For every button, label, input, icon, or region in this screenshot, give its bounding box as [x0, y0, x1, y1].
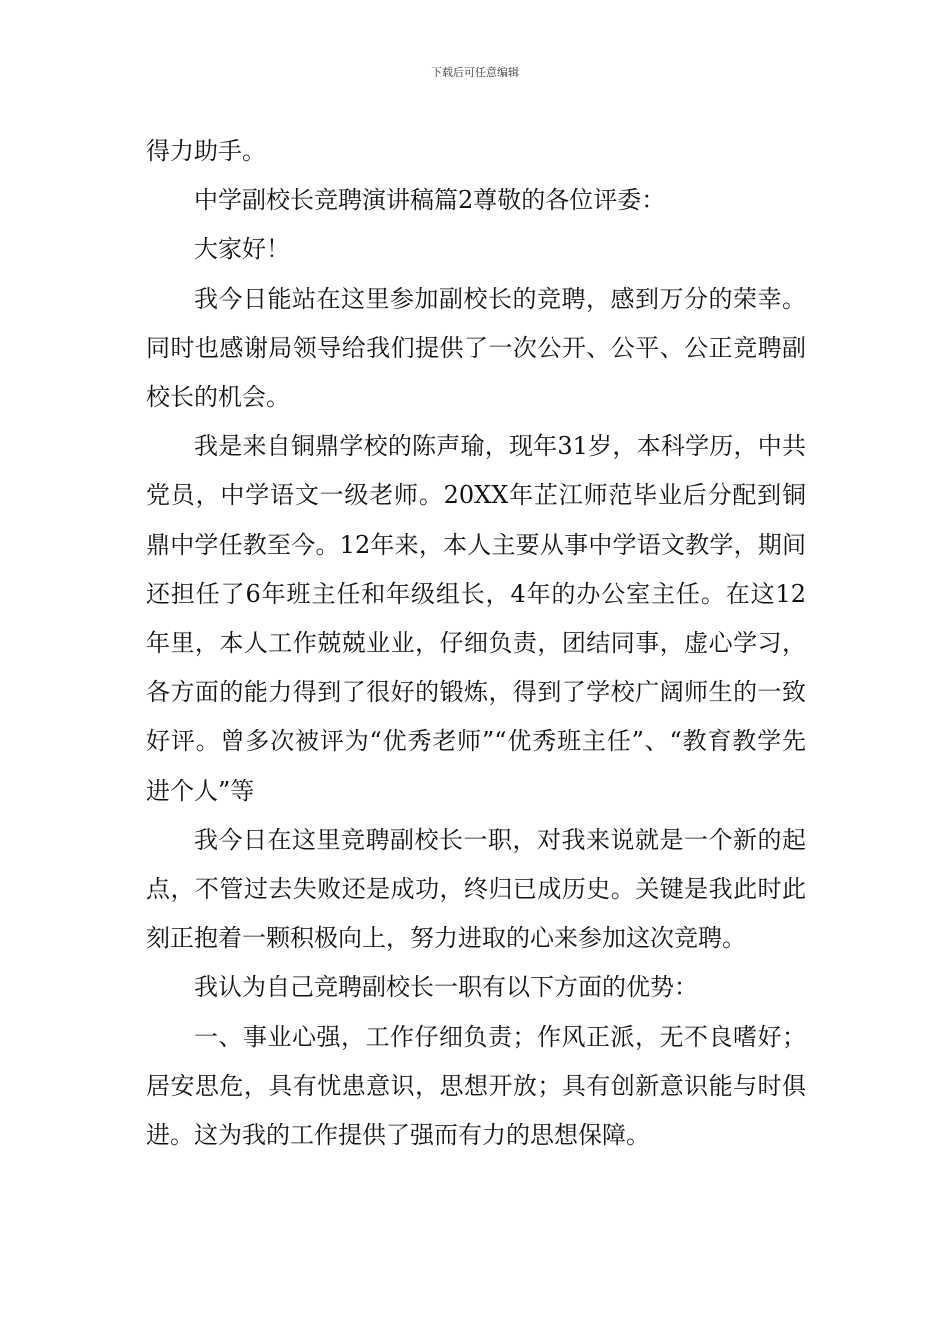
- paragraph-advantage-one: 一、事业心强，工作仔细负责；作风正派，无不良嗜好；居安思危，具有忧患意识，思想开放；具有创新意识能与时俱进。这为我的工作提供了强而有力的思想保障。: [146, 1022, 806, 1150]
- paragraph-new-start: 我今日在这里竞聘副校长一职，对我来说就是一个新的起点，不管过去失败还是成功，终归已成历史。关键是我此时此刻正抱着一颗积极向上，努力进取的心来参加这次竞聘。: [146, 825, 806, 953]
- paragraph-continuation: 得力助手。: [146, 137, 266, 165]
- document-body: [146, 127, 806, 1160]
- paragraph-advantages-intro: 我认为自己竞聘副校长一职有以下方面的优势：: [194, 973, 698, 1002]
- paragraph-greeting: 大家好！: [194, 235, 290, 264]
- paragraph-speech-title: 中学副校长竞聘演讲稿篇2尊敬的各位评委：: [194, 186, 666, 215]
- paragraph-opening: 我今日能站在这里参加副校长的竞聘，感到万分的荣幸。同时也感谢局领导给我们提供了一次公开、公平、公正竞聘副校长的机会。: [146, 284, 806, 412]
- page-header-note: 下载后可任意编辑: [431, 66, 519, 79]
- paragraph-self-introduction: 我是来自铜鼎学校的陈声瑜，现年31岁，本科学历，中共党员，中学语文一级老师。20XX年芷江师范毕业后分配到铜鼎中学任教至今。12年来，本人主要从事中学语文教学，期间还担任了6年班主任和年级组长，4年的办公室主任。在这12年里，本人工作兢兢业业，仔细负责，团结同事，虚心学习，各方面的能力得到了很好的锻炼，得到了学校广阔师生的一致好评。曾多次被评为“优秀老师”“优秀班主任”、“教育教学先进个人”等: [146, 432, 806, 805]
